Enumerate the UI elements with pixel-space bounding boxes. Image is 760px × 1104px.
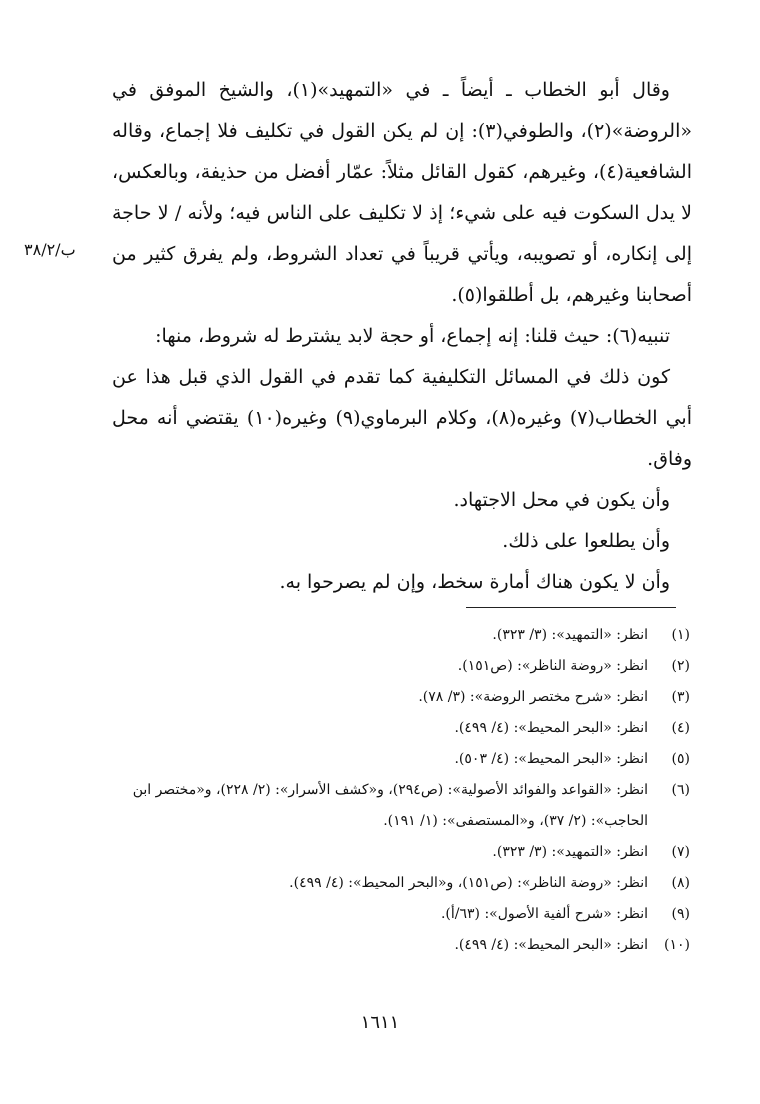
page-number: ١٦١١ [360, 1012, 400, 1033]
footnote-separator [466, 607, 676, 608]
footnote-number: (٨) [671, 875, 690, 891]
footnote-number: (١) [671, 627, 690, 643]
footnote-number: (٦) [671, 782, 690, 798]
footnote [90, 620, 690, 651]
footnote [90, 868, 690, 899]
condition-item: وأن يطلعوا على ذلك. [502, 530, 670, 552]
footnote [90, 899, 690, 930]
footnote [90, 930, 690, 961]
paragraph: تنبيه(٦): حيث قلنا: إنه إجماع، أو حجة لابد يشترط له شروط، منها: [155, 325, 670, 347]
footnote [90, 682, 690, 713]
footnote [90, 744, 690, 775]
footnote-text: انظر: «البحر المحيط»: (٤/ ٤٩٩). [454, 937, 648, 953]
footnote-number: (٤) [671, 720, 690, 736]
footnote-text: انظر: «شرح ألفية الأصول»: (٦٣/أ). [440, 906, 648, 922]
footnote-text: انظر: «التمهيد»: (٣/ ٣٢٣). [492, 627, 648, 643]
footnote [90, 775, 690, 837]
footnote-number: (١٠) [664, 937, 690, 953]
footnote-number: (٢) [671, 658, 690, 674]
footnote-text: انظر: «شرح مختصر الروضة»: (٣/ ٧٨). [418, 689, 648, 705]
main-text [112, 70, 692, 603]
condition-item: وأن يكون في محل الاجتهاد. [453, 489, 670, 511]
footnote-text: انظر: «روضة الناظر»: (ص١٥١)، و«البحر المحيط»: (٤/ ٤٩٩). [289, 875, 648, 891]
footnote [90, 713, 690, 744]
footnote-text: انظر: «البحر المحيط»: (٤/ ٥٠٣). [454, 751, 648, 767]
footnote-number: (٣) [671, 689, 690, 705]
footnote-number: (٥) [671, 751, 690, 767]
footnote-text: انظر: «روضة الناظر»: (ص١٥١). [457, 658, 648, 674]
footnote-number: (٧) [671, 844, 690, 860]
footnote-text: انظر: «البحر المحيط»: (٤/ ٤٩٩). [454, 720, 648, 736]
paragraph: كون ذلك في المسائل التكليفية كما تقدم في القول الذي قبل هذا عن أبي الخطاب(٧) وغيره(٨)، وكلام البرماوي(٩) وغيره(١٠) يقتضي أنه محل وفاق. [112, 366, 692, 470]
footnote [90, 837, 690, 868]
paragraph: وقال أبو الخطاب ـ أيضاً ـ في «التمهيد»(١)، والشيخ الموفق في «الروضة»(٢)، والطوفي(٣): إن لم يكن القول في تكليف فلا إجماع، وقاله الشافعية(٤)، وغيرهم، كقول القائل مثلاً: عمّار أفضل من حذيفة، وبالعكس، لا يدل السكوت فيه على شيء؛ إذ لا تكليف على الناس فيه؛ ولأنه / لا حاجة إلى إنكاره، أو تصويبه، ويأتي قريباً في تعداد الشروط، ولم يفرق كثير من أصحابنا وغيرهم، بل أطلقوا(٥). [112, 79, 692, 306]
footnote-text: انظر: «التمهيد»: (٣/ ٣٢٣). [492, 844, 648, 860]
footnote-number: (٩) [671, 906, 690, 922]
condition-item: وأن لا يكون هناك أمارة سخط، وإن لم يصرحوا به. [279, 571, 670, 593]
footnotes [90, 620, 690, 961]
footnote-text: انظر: «القواعد والفوائد الأصولية»: (ص٢٩٤)، و«كشف الأسرار»: (٢/ ٢٢٨)، و«مختصر ابن الحاجب»: (٢/ ٣٧)، و«المستصفى»: (١/ ١٩١). [132, 782, 648, 829]
manuscript-folio-note: ب/٣٨/٢ [24, 240, 76, 259]
footnote [90, 651, 690, 682]
